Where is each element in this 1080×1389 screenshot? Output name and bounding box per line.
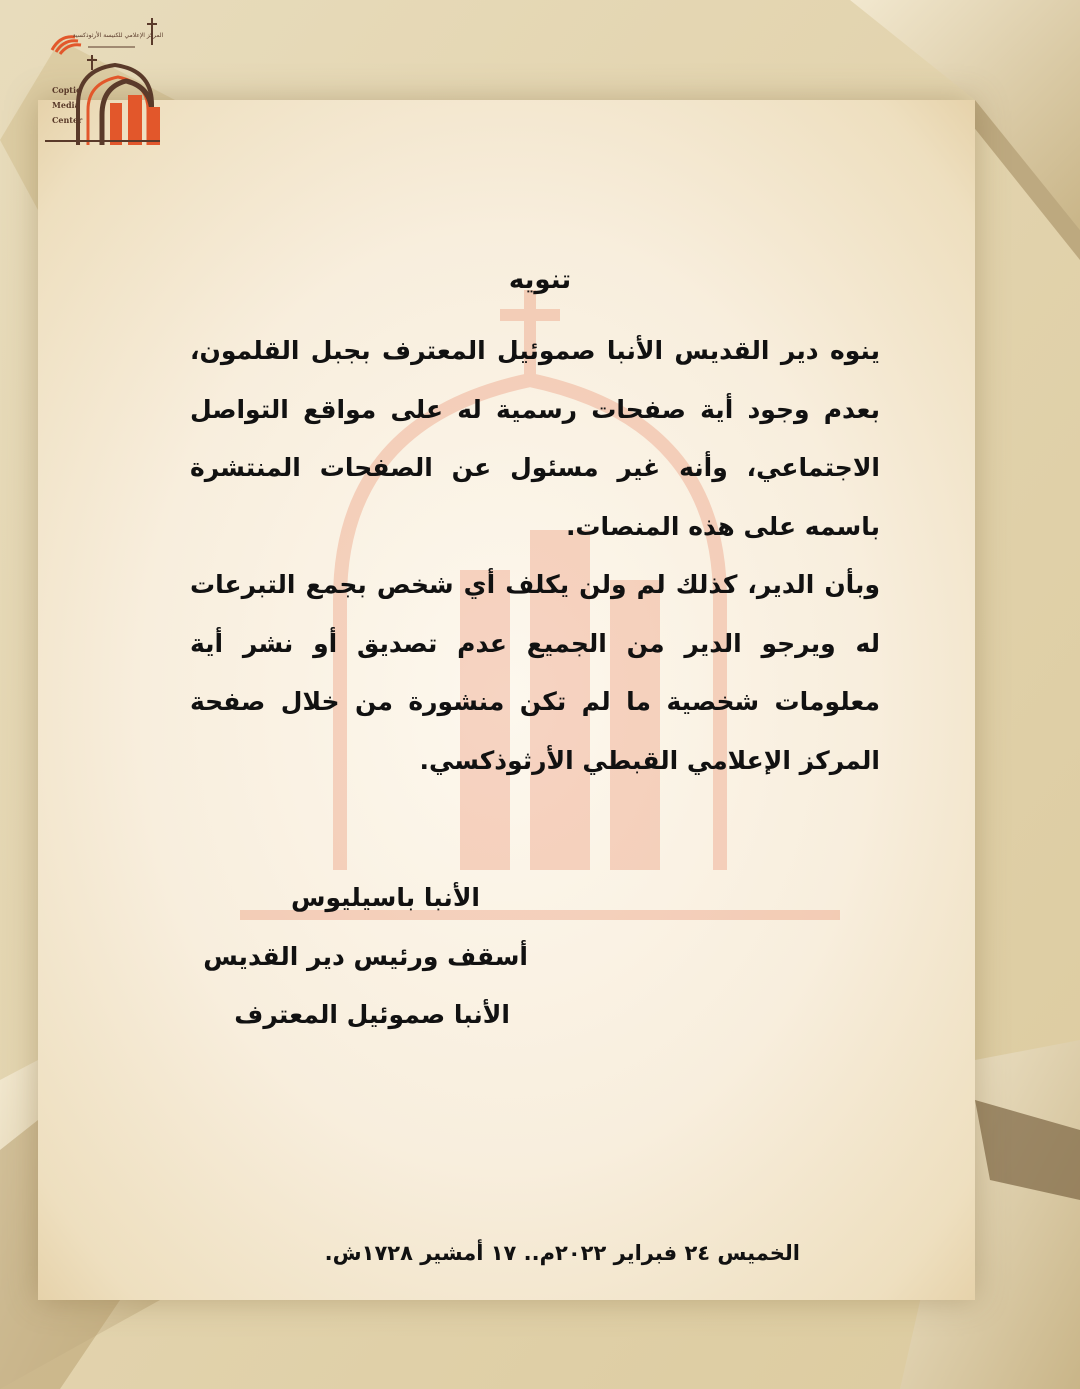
notice-title: تنويه [508, 265, 572, 295]
logo-text-line3: Center [52, 115, 83, 125]
document-date: الخميس ٢٤ فبراير ٢٠٢٢م.. ١٧ أمشير ١٧٢٨ش. [324, 1241, 800, 1265]
notice-paragraph-2: وبأن الدير، كذلك لم ولن يكلف أي شخص بجمع التبرعات له ويرجو الدير من الجميع عدم تصديق أو نشر أية معلومات شخصية ما لم تكن منشورة من خلال صفحة المركز الإعلامي القبطي الأرثوذكسي. [190, 570, 880, 775]
logo-text-line1: Coptic [52, 85, 81, 95]
logo-arabic-text: المركز الإعلامي للكنيسة الأرثوذكسية [72, 32, 164, 39]
notice-paragraph-1: ينوه دير القديس الأنبا صموئيل المعترف بجبل القلمون، بعدم وجود أية صفحات رسمية له على مواقع التواصل الاجتماعي، وأنه غير مسئول عن الصفحات المنتشرة باسمه على هذه المنصات. [190, 336, 880, 541]
logo-swoosh-icon [52, 37, 81, 54]
signature-name: الأنبا باسيليوس [290, 883, 480, 912]
signature-role: أسقف ورئيس دير القديس [203, 942, 528, 971]
signature-monastery: الأنبا صموئيل المعترف [234, 1000, 510, 1029]
logo-text-line2: Media [52, 100, 80, 110]
coptic-media-center-logo [30, 15, 175, 150]
